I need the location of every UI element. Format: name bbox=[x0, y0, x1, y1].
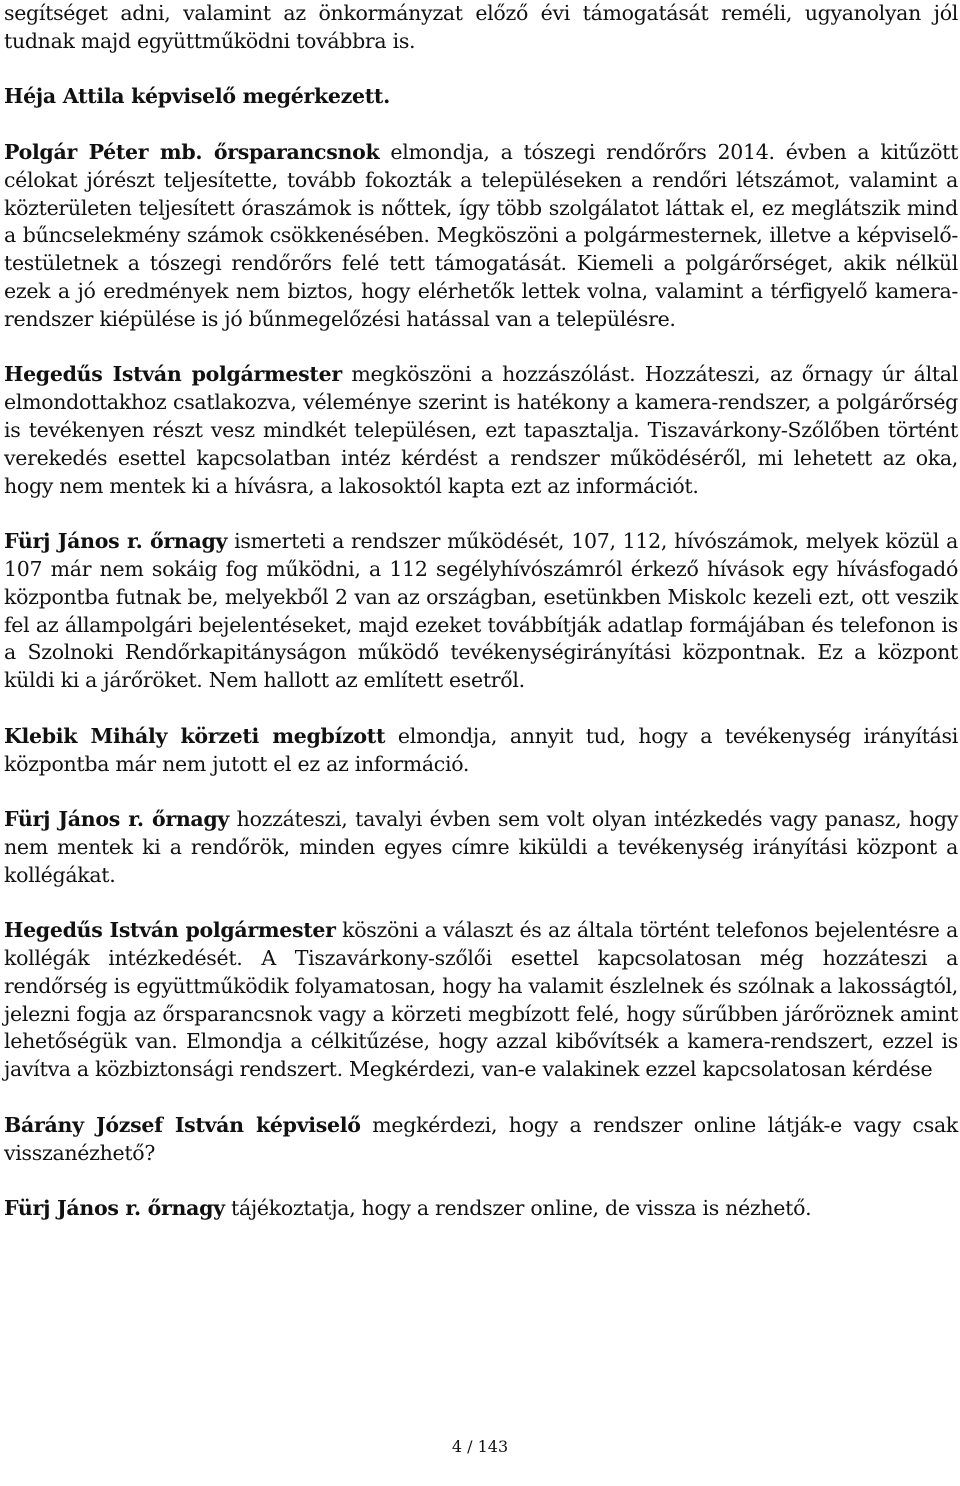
paragraph-furj-3 bbox=[4, 1195, 958, 1223]
paragraph-speaker: Héja Attila képviselő megérkezett. bbox=[4, 84, 390, 109]
paragraph-speaker: Klebik Mihály körzeti megbízott bbox=[4, 723, 386, 748]
paragraph-text: megköszöni a hozzászólást. Hozzáteszi, az őrnagy úr által elmondottakhoz csatlakozva, véleménye szerint is hatékony a kamera-rendszer, a polgárőrség is tevékenyen részt vesz mindkét településen, ezt tapasztalja. Tiszavárkony-Szőlőben történt verekedés esettel kapcsolatban intéz kérdést a rendszer működéséről, mi lehetett az oka, hogy nem mentek ki a hívásra, a lakosoktól kapta ezt az információt. bbox=[4, 362, 958, 498]
paragraph-speaker: Polgár Péter mb. őrsparancsnok bbox=[4, 139, 380, 164]
paragraph-hegedus-1 bbox=[4, 361, 958, 500]
paragraph-text: hozzáteszi, tavalyi évben sem volt olyan intézkedés vagy panasz, hogy nem mentek ki a rendőrök, minden egyes címre kiküldi a tevékenység irányítási központ a kollégákat. bbox=[4, 807, 958, 887]
paragraph-polgar-peter bbox=[4, 139, 958, 334]
paragraph-speaker: Fürj János r. őrnagy bbox=[4, 1196, 225, 1221]
paragraph-text: köszöni a választ és az általa történt telefonos bejelentésre a kollégák intézkedését. A Tiszavárkony-szőlői esettel kapcsolatosan még hozzáteszi a rendőrség is együttműködik folyamatosan, hogy ha valamit észlelnek és szólnak a lakosságtól, jelezni fogja az őrsparancsnok vagy a körzeti megbízott felé, hogy sűrűbben járőröznek amint lehetőségük van. Elmondja a célkitűzése, hogy azzal kibővítsék a kamera-rendszert, ezzel is javítva a közbiztonsági rendszert. Megkérdezi, van-e valakinek ezzel kapcsolatosan kérdése bbox=[4, 918, 958, 1082]
paragraph-text: segítséget adni, valamint az önkormányzat előző évi támogatását reméli, ugyanolyan jól tudnak majd együttműködni továbbra is. bbox=[4, 1, 958, 53]
paragraph-barany bbox=[4, 1112, 958, 1168]
document-page bbox=[4, 0, 958, 1251]
paragraph-speaker: Hegedűs István polgármester bbox=[4, 362, 342, 387]
paragraph-furj-1 bbox=[4, 528, 958, 695]
paragraph-speaker: Fürj János r. őrnagy bbox=[4, 529, 228, 554]
paragraph-klebik bbox=[4, 723, 958, 779]
paragraph-text: megkérdezi, hogy a rendszer online látják-e vagy csak visszanézhető? bbox=[4, 1112, 958, 1165]
paragraph-text: tájékoztatja, hogy a rendszer online, de vissza is nézhető. bbox=[224, 1196, 812, 1221]
paragraph-speaker: Hegedűs István polgármester bbox=[4, 918, 336, 943]
paragraph-text: elmondja, a tószegi rendőrőrs 2014. évben a kitűzött célokat jórészt teljesítette, tovább fokozták a településeken a rendőri létszámot, valamint a közterületen teljesített óraszámok is nőttek, így több szolgálatot láttak el, ez meglátszik mind a bűncselekmény számok csökkenésében. Megköszöni a polgármesternek, illetve a képviselő-testületnek a tószegi rendőrőrs felé tett támogatását. Kiemeli a polgárőrséget, akik nélkül ezek a jó eredmények nem biztos, hogy elérhetők lettek volna, valamint a térfigyelő kamera-rendszer kiépülése is jó bűnmegelőzési hatással van a településre. bbox=[4, 139, 959, 331]
paragraph-text: elmondja, annyit tud, hogy a tevékenység irányítási központba már nem jutott el ez az információ. bbox=[4, 723, 958, 776]
paragraph-speaker: Fürj János r. őrnagy bbox=[4, 807, 230, 832]
paragraph-intro bbox=[4, 0, 958, 56]
paragraph-hegedus-2 bbox=[4, 917, 958, 1084]
paragraph-arrival-note bbox=[4, 83, 958, 111]
paragraph-speaker: Bárány József István képviselő bbox=[4, 1112, 361, 1137]
paragraph-furj-2 bbox=[4, 806, 958, 889]
paragraph-text: ismerteti a rendszer működését, 107, 112, hívószámok, melyek közül a 107 már nem sokáig fog működni, a 112 segélyhívószámról érkező hívások egy hívásfogadó központba futnak be, melyekből 2 van az országban, esetünkben Miskolc kezeli ezt, ott veszik fel az állampolgári bejelentéseket, majd ezeket továbbítják adatlap formájában és telefonon is a Szolnoki Rendőrkapitányságon működő tevékenységirányítási központnak. Ez a központ küldi ki a járőröket. Nem hallott az említett esetről. bbox=[4, 529, 958, 693]
page-number: 4 / 143 bbox=[451, 1437, 509, 1456]
